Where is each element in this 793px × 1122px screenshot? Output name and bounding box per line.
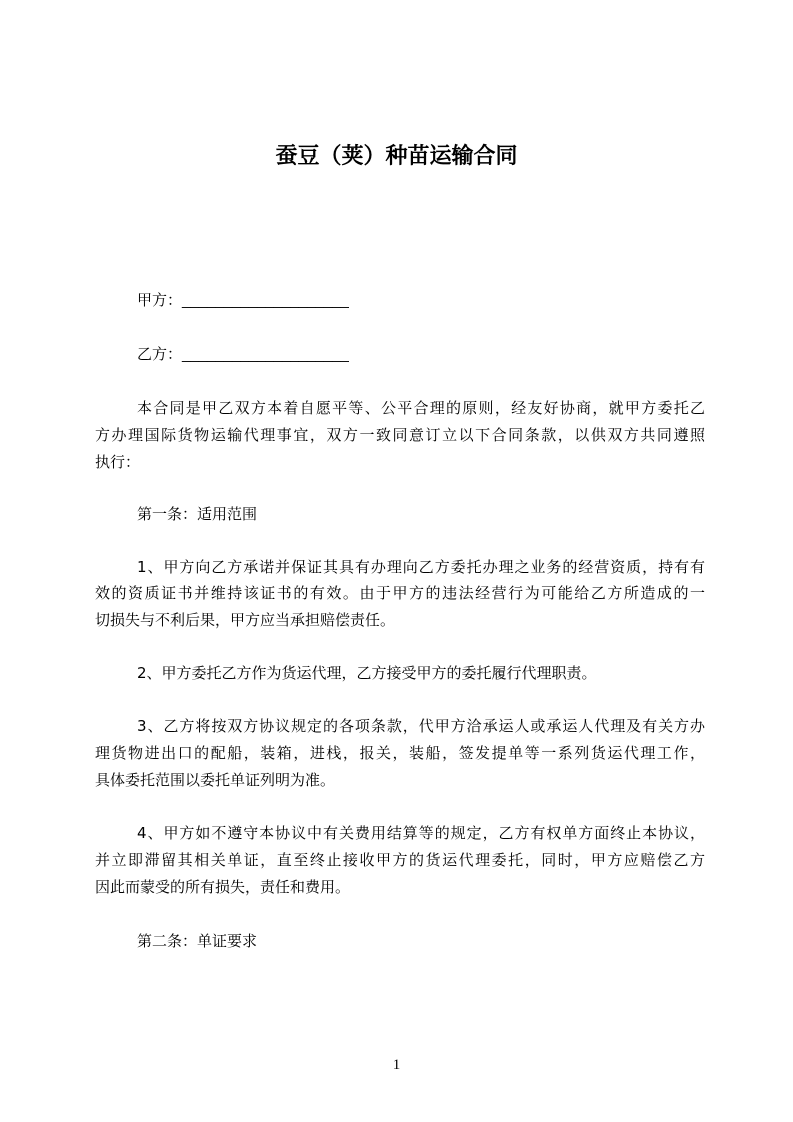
clause-2-line-1: 2、甲方委托乙方作为货运代理，乙方接受甲方的委托履行代理职责。 [137, 664, 597, 682]
intro-line-3: 执行： [95, 453, 141, 471]
clause-1-line-2: 效的资质证书并维持该证书的有效。由于甲方的违法经营行为可能给乙方所造成的一 [95, 584, 705, 602]
intro-line-1: 本合同是甲乙双方本着自愿平等、公平合理的原则，经友好协商，就甲方委托乙 [137, 399, 705, 417]
clause-1-line-3: 切损失与不利后果，甲方应当承担赔偿责任。 [95, 611, 396, 629]
party-b-line [137, 344, 705, 364]
article-2-heading: 第二条：单证要求 [137, 932, 258, 950]
party-a-label: 甲方： [137, 291, 183, 309]
clause-4-line-3: 因此而蒙受的所有损失，责任和费用。 [95, 878, 351, 896]
party-a-blank: ____________________ [182, 292, 349, 309]
clause-3-line-3: 具体委托范围以委托单证列明为准。 [95, 771, 336, 789]
intro-line-2: 方办理国际货物运输代理事宜，双方一致同意订立以下合同条款，以供双方共同遵照 [95, 426, 705, 444]
clause-3-line-2: 理货物进出口的配船，装箱，进栈，报关，装船，签发提单等一系列货运代理工作， [95, 744, 705, 762]
clause-3-line-1: 3、乙方将按双方协议规定的各项条款，代甲方洽承运人或承运人代理及有关方办 [137, 717, 705, 735]
clause-4-line-1: 4、甲方如不遵守本协议中有关费用结算等的规定，乙方有权单方面终止本协议， [137, 824, 705, 842]
page-number: 1 [392, 1057, 401, 1073]
party-b-blank: ____________________ [182, 346, 349, 363]
party-a-line [137, 290, 705, 310]
document-title: 蚕豆（荚）种苗运输合同 [275, 144, 518, 169]
article-1-heading: 第一条：适用范围 [137, 505, 258, 523]
clause-1-line-1: 1、甲方向乙方承诺并保证其具有办理向乙方委托办理之业务的经营资质，持有有 [137, 558, 705, 576]
clause-4-line-2: 并立即滞留其相关单证，直至终止接收甲方的货运代理委托，同时，甲方应赔偿乙方 [95, 851, 705, 869]
party-b-label: 乙方： [137, 345, 183, 363]
